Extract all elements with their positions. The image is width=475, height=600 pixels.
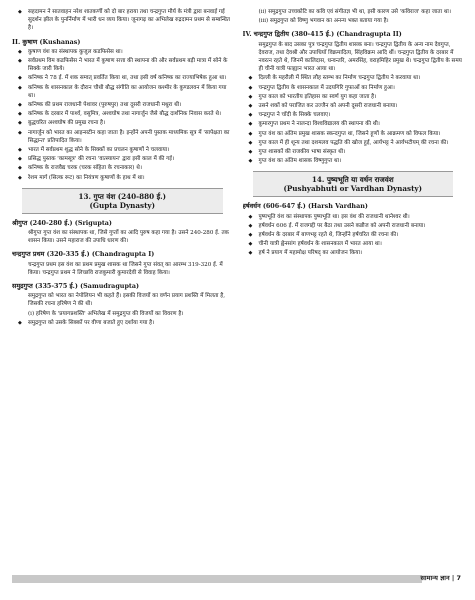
page-number: सामान्य ज्ञान | 7	[420, 574, 461, 582]
list-item: ◆ सर्वप्रथम विम कडफिसेस ने भारत में कुषाण सत्ता की स्थापना की और सर्वप्रथम बड़ी मात्रा में सोने के सिक्के जारी किये।	[18, 57, 233, 73]
chandragupta2-list	[243, 74, 464, 165]
list-item: ◆ रेशम मार्ग (सिल्क रूट) का नियंत्रण कुषाणों के हाथ में था।	[18, 174, 233, 182]
list-item: ◆ दिल्ली के महरौली में स्थित लौह स्तम्भ का निर्माण चन्द्रगुप्त द्वितीय ने करवाया था।	[249, 74, 464, 82]
gupta-banner-title: 13. गुप्त वंश (240-880 ई.)	[78, 191, 167, 201]
gupta-banner-subtitle: (Gupta Dynasty)	[89, 200, 155, 210]
list-item: ◆ बुद्धचरित अश्वघोष की प्रमुख रचना है।	[18, 119, 233, 127]
intro-paragraph: ◆ सहदामन ने सातवाहन नरेश शातकर्णी को दो बार हराया तथा चन्द्रगुप्त मौर्य के मंत्री द्वारा बनवाई गई सुदर्शन झील के पुनर्निर्माण में भारी धन व्यय किया। जूनागढ़ का अभिलेख रुद्रदामन प्रथम से सम्बन्धित है।	[18, 8, 233, 33]
list-item: ◆ कनिष्क की प्रथम राजधानी पेशावर (पुरुषपुर) तथा दूसरी राजधानी मथुरा थी।	[18, 101, 233, 109]
kushan-list	[12, 48, 233, 182]
list-item: ◆ भारत में सर्वप्रथम शुद्ध सोने के सिक्कों का प्रचलन कुषाणों ने चलवाया।	[18, 146, 233, 154]
harshvardhan-list	[243, 213, 464, 258]
list-item: ◆ हर्षवर्धन 606 ई. में राजगद्दी पर बैठा तथा उसने कन्नौज को अपनी राजधानी बनाया।	[249, 222, 464, 230]
chandragupta2-heading: IV. चन्द्रगुप्त द्वितीय (380-415 ई.) (Chandragupta II)	[242, 30, 402, 39]
gupta-dynasty-banner	[22, 188, 223, 214]
page-footer	[0, 572, 475, 586]
pushyabhuti-banner-title: 14. पुष्यभूति या वर्धन राजवंश	[311, 175, 394, 185]
list-item: ◆ चीनी यात्री ह्वेनसांग हर्षवर्धन के शासनकाल में भारत आया था।	[249, 240, 464, 248]
list-item: ◆ गुप्त वंश का अंतिम शासक विष्णुगुप्त था।	[249, 157, 464, 165]
list-item: ◆ हर्षवर्धन के दरबार में बाणभट्ट रहते थे, जिन्होंने हर्षचरित की रचना की।	[249, 231, 464, 239]
samudragupta-subpoint: (i) हरिषेण के 'प्रयागप्रशस्ति' अभिलेख में समुद्रगुप्त की विजयों का विवरण है।	[28, 310, 184, 317]
list-item: ◆ गुप्त वंश का अंतिम प्रमुख शासक स्कन्दगुप्त था, जिसने हूणों के आक्रमण को विफल किया।	[249, 130, 464, 138]
pushyabhuti-dynasty-banner	[253, 171, 454, 197]
samudragupta-paragraph: समुद्रगुप्त को भारत का नेपोलियन भी कहते हैं। इसकी विजयों का वर्णन प्रयाग प्रशस्ति में मिलता है, जिसकी रचना हरिषेण ने की थी।	[28, 293, 226, 308]
list-item: ◆ समुद्रगुप्त को उसके सिक्कों पर वीणा बजाते हुए दर्शाया गया है।	[18, 319, 233, 327]
list-item: ◆ चन्द्रगुप्त द्वितीय के शासनकाल में उदयगिरि गुफाओं का निर्माण हुआ।	[249, 84, 464, 92]
pushyabhuti-banner-subtitle: (Pushyabhuti or Vardhan Dynasty)	[283, 184, 422, 194]
list-item: ◆ उसने शकों को पराजित कर उज्जैन को अपनी दूसरी राजधानी बनाया।	[249, 102, 464, 110]
list-item: ◆ कनिष्क के राजवैद्य चरक (चरक संहिता के रचनाकार) थे।	[18, 164, 233, 172]
srigupta-heading: श्रीगुप्त (240-280 ई.) (Srigupta)	[12, 218, 112, 227]
list-item: ◆ चन्द्रगुप्त ने चाँदी के सिक्के चलवाए।	[249, 111, 464, 119]
samudragupta-subpoint: (ii) समुद्रगुप्त उच्चकोटि का कवि एवं संगीतज्ञ भी था, इसी कारण उसे 'कविराज' कहा जाता था।	[258, 9, 451, 15]
left-column	[12, 8, 233, 570]
list-item: ◆ गुप्त काल को भारतीय इतिहास का स्वर्ण युग कहा जाता है।	[249, 93, 464, 101]
list-item: ◆ पुष्यभूति वंश का संस्थापक पुष्यभूति था। इस वंश की राजधानी थानेश्वर थी।	[249, 213, 464, 221]
two-column-body	[12, 8, 463, 570]
samudragupta-subpoint: (iii) समुद्रगुप्त को विष्णु भगवान का अनन्य भक्त बताया गया है।	[258, 18, 389, 25]
list-item: ◆ कनिष्क के दरबार में पार्श्व, वसुमित्र, अश्वघोष तथा नागार्जुन जैसे बौद्ध दार्शनिक निवास करते थे।	[18, 110, 233, 118]
list-item: ◆ हर्ष ने प्रयाग में महामोक्ष परिषद् का आयोजन किया।	[249, 249, 464, 257]
list-item: ◆ प्रसिद्ध पुस्तक 'कामसूत्र' की रचना 'वात्स्यायन' द्वारा इसी काल में की गई।	[18, 155, 233, 163]
list-item: ◆ कुमारगुप्त प्रथम ने नालन्दा विश्वविद्यालय की स्थापना की थी।	[249, 120, 464, 128]
srigupta-paragraph: श्रीगुप्त गुप्त वंश का संस्थापक था, जिसे गुप्तों का आदि पुरुष कहा गया है। उसने 240-280 ई. तक शासन किया। उसने महाराज की उपाधि धारण की।	[28, 230, 229, 245]
chandragupta2-paragraph: समुद्रगुप्त के बाद उसका पुत्र चन्द्रगुप्त द्वितीय शासक बना। चन्द्रगुप्त द्वितीय के अन्य नाम देवगुप्त, देवराज, तथा देवश्री और उपाधियाँ विक्रमादित्य, सिंहविक्रम आदि थीं। चन्द्रगुप्त द्वितीय के दरबार में नवरत्न रहते थे, जिनमें कालिदास, धन्वन्तरि, अमरसिंह, वराहमिहिर प्रमुख थे। चन्द्रगुप्त द्वितीय के समय ही चीनी यात्री फाह्यान भारत आया था।	[258, 41, 462, 73]
harshvardhan-heading: हर्षवर्धन (606-647 ई.) (Harsh Vardhan)	[242, 202, 368, 211]
kushan-heading: II. कुषाण (Kushanas)	[12, 37, 81, 46]
list-item: ◆ गुप्त शासकों की राजकीय भाषा संस्कृत थी।	[249, 148, 464, 156]
list-item: ◆ नागार्जुन को भारत का आइन्सटीन कहा जाता है। इन्होंने अपनी पुस्तक माध्यमिक सूत्र में 'सापेक्षता का सिद्धान्त' प्रतिपादित किया।	[18, 129, 233, 145]
right-column	[243, 8, 464, 570]
chandragupta1-heading: चन्द्रगुप्त प्रथम (320-335 ई.) (Chandragupta I)	[12, 250, 155, 259]
chandragupta1-paragraph: चन्द्रगुप्त प्रथम इस वंश का प्रथम प्रमुख शासक था जिसने गुप्त संवत् का आरम्भ 319-320 ई. में किया। चन्द्रगुप्त प्रथम ने लिच्छवि राजकुमारी कुमारदेवी से विवाह किया।	[28, 261, 223, 276]
list-item: ◆ गुप्त काल में ही शून्य तथा दशमलव पद्धति की खोज हुई, आर्यभट्ट ने आर्यभटीयम् की रचना की।	[249, 139, 464, 147]
list-item: ◆ कुषाण वंश का संस्थापक कुजुल कडफिसेस था।	[18, 48, 233, 56]
list-item: ◆ कनिष्क के शासनकाल के दौरान चौथी बौद्ध संगीति का आयोजन कश्मीर के कुण्डलवन में किया गया था।	[18, 84, 233, 100]
list-item: ◆ कनिष्क ने 78 ई. में शक सम्वत् प्रवर्तित किया था, तथा इसी वर्ष कनिष्क का राज्याभिषेक हुआ था।	[18, 74, 233, 82]
footer-bar	[12, 575, 422, 583]
samudragupta-heading: समुद्रगुप्त (335-375 ई.) (Samudragupta)	[12, 282, 140, 291]
